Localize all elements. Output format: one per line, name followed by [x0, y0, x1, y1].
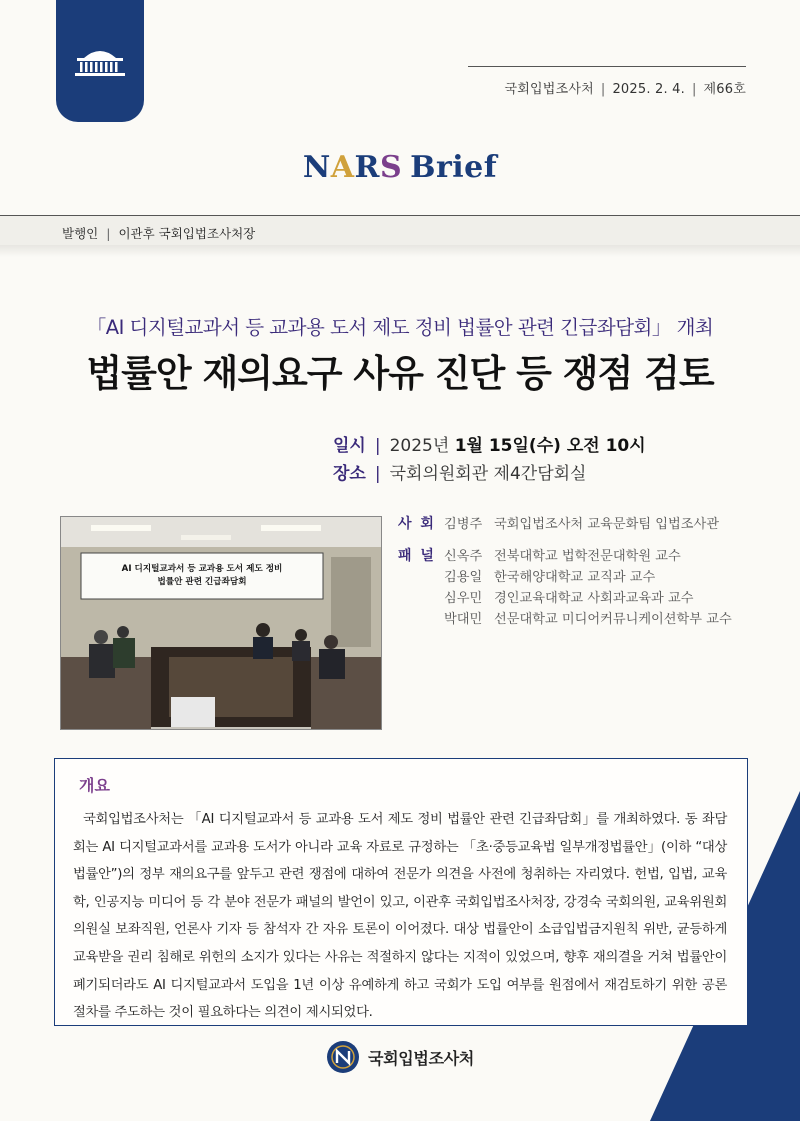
issue-meta: 국회입법조사처 | 2025. 2. 4. | 제66호 [504, 82, 746, 97]
place-label: 장소 [333, 464, 366, 484]
event-info [333, 432, 646, 488]
panel-row [398, 588, 732, 609]
panelist-name: 박대민 [444, 612, 483, 627]
panelist-name: 심우민 [444, 591, 483, 606]
date-year: 2025년 [389, 436, 450, 456]
article-subtitle: 「AI 디지털교과서 등 교과용 도서 제도 정비 법률안 관련 긴급좌담회」 개최 [86, 316, 714, 339]
svg-text:AI 디지털교과서 등 교과용 도서 제도 정비: AI 디지털교과서 등 교과용 도서 제도 정비 [121, 564, 283, 574]
panelist-affiliation: 선문대학교 미디어커뮤니케이션학부 교수 [494, 612, 732, 627]
panel-row [398, 567, 732, 588]
assembly-logo [56, 0, 144, 122]
panel-label: 패 널 [398, 548, 436, 564]
header-rule [468, 66, 746, 67]
panelist-name: 신옥주 [444, 549, 483, 564]
participants [398, 514, 732, 630]
issue-date: 2025. 2. 4. [612, 82, 685, 97]
event-place-row: 장소 | 국회의원회관 제4간담회실 [333, 464, 587, 484]
assembly-building-icon [71, 44, 129, 78]
publisher-bar: 발행인 | 이관후 국회입법조사처장 [0, 215, 800, 245]
event-photo [60, 516, 382, 730]
date-label: 일시 [333, 436, 366, 456]
panelist-affiliation: 한국해양대학교 교직과 교수 [494, 570, 656, 585]
moderator-label: 사 회 [398, 516, 436, 532]
panelist-name: 김용일 [444, 570, 483, 585]
footer-org-name: 국회입법조사처 [367, 1048, 475, 1068]
moderator-row [398, 514, 732, 535]
moderator-name: 김병주 [444, 517, 483, 532]
panel-row [398, 546, 732, 567]
publisher-name: 이관후 국회입법조사처장 [118, 226, 256, 241]
nars-brief-logo: NARS Brief [302, 150, 498, 185]
footer [0, 1040, 800, 1074]
place-value: 국회의원회관 제4간담회실 [389, 464, 587, 484]
panelist-affiliation: 전북대학교 법학전문대학원 교수 [494, 549, 681, 564]
svg-text:법률안 관련 긴급좌담회: 법률안 관련 긴급좌담회 [157, 577, 247, 587]
summary-heading: 개요 [79, 776, 110, 795]
issue-org: 국회입법조사처 [504, 82, 594, 97]
panelist-affiliation: 경인교육대학교 사회과교육과 교수 [494, 591, 694, 606]
event-date-row: 일시 | 2025년 1월 15일(수) 오전 10시 [333, 436, 646, 456]
moderator-affiliation: 국회입법조사처 교육문화팀 입법조사관 [494, 517, 719, 532]
panel-row [398, 609, 732, 630]
publisher-label: 발행인 [62, 226, 99, 241]
nars-seal-icon [326, 1040, 360, 1074]
article-title: 법률안 재의요구 사유 진단 등 쟁점 검토 [86, 352, 714, 395]
summary-box [54, 758, 748, 1026]
date-time: 1월 15일(수) 오전 10시 [454, 436, 646, 456]
summary-body: 국회입법조사처는 「AI 디지털교과서 등 교과용 도서 제도 정비 법률안 관련 긴급좌담회」를 개최하였다. 동 좌담회는 AI 디지털교과서를 교과용 도서가 아니라 교육 자료로 규정하는 「초·중등교육법 일부개정법률안」(이하 “대상 법률안”)의 정부 재의요구를 앞두고 관련 쟁점에 대하여 전문가 의견을 사전에 청취하는 자리였다. 헌법, 입법, 교육학, 인공지능 미디어 등 각 분야 전문가 패널의 발언이 있고, 이관후 국회입법조사처장, 강경숙 국회의원, 교육위원회 의원실 보좌직원, 언론사 기자 등 참석자 간 자유 토론이 이어졌다. 대상 법률안이 소급입법금지원칙 위반, 균등하게 교육받을 권리 침해로 위헌의 소지가 있다는 사유는 적절하지 않다는 지적이 있었으며, 향후 재의결을 거쳐 법률안이 폐기되더라도 AI 디지털교과서 도입을 1년 이상 유예하게 하고 국회가 도입 여부를 원점에서 재검토하기 위한 공론 절차를 주도하는 것이 필요하다는 의견이 제시되었다. [73, 812, 727, 1021]
issue-number: 제66호 [703, 82, 746, 97]
